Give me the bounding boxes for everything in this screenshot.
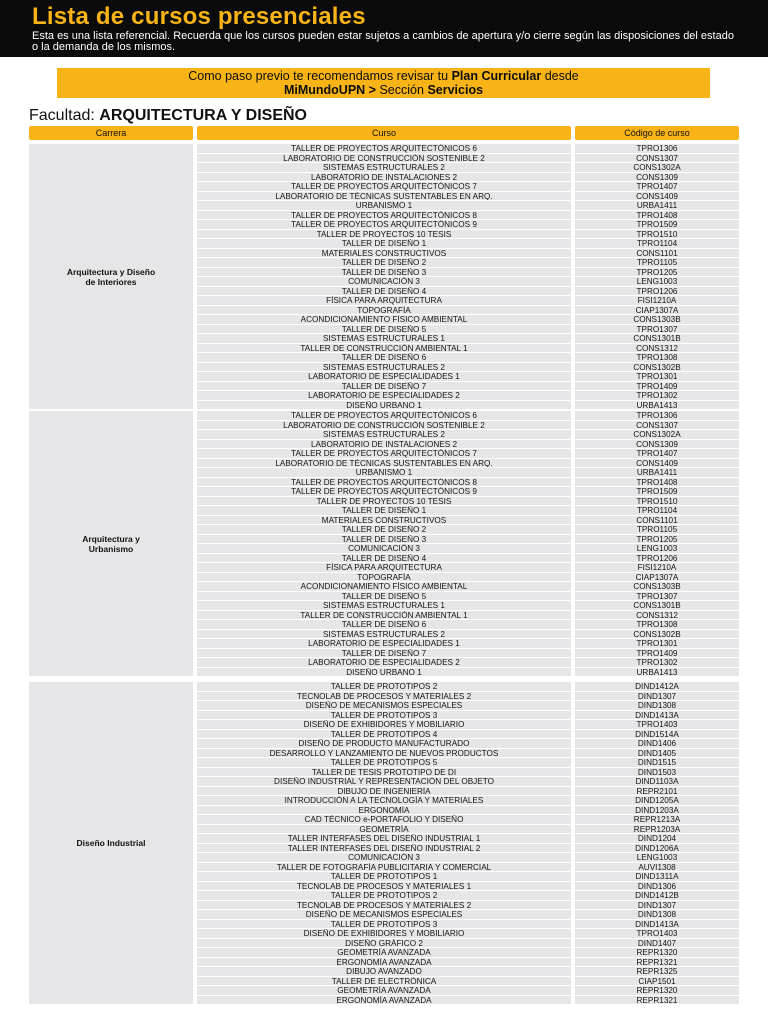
carrera-name: Arquitectura y Urbanismo <box>82 533 140 554</box>
table-row <box>0 535 768 544</box>
faculty-name: ARQUITECTURA Y DISEÑO <box>99 107 307 124</box>
table-row <box>0 382 768 391</box>
course-code-cell: DIND1203A <box>575 806 739 815</box>
course-code-cell: CONS1101 <box>575 249 739 258</box>
table-row <box>0 882 768 891</box>
course-code-cell: TPRO1306 <box>575 144 739 153</box>
course-name-cell: TALLER DE DISEÑO 1 <box>197 239 571 248</box>
table-row <box>0 967 768 976</box>
course-code-cell: CONS1302B <box>575 630 739 639</box>
course-name-cell: TECNOLAB DE PROCESOS Y MATERIALES 2 <box>197 901 571 910</box>
banner-desde: desde <box>544 69 579 83</box>
course-code-cell: CONS1101 <box>575 516 739 525</box>
course-name-cell: DISEÑO DE PRODUCTO MANUFACTURADO <box>197 739 571 748</box>
course-name-cell: TALLER DE DISEÑO 4 <box>197 287 571 296</box>
mimundoupn-link[interactable]: MiMundoUPN <box>283 83 366 97</box>
course-name-cell: TALLER DE DISEÑO 3 <box>197 535 571 544</box>
course-name-cell: TALLER DE DISEÑO 2 <box>197 258 571 267</box>
course-code-cell: DIND1308 <box>575 701 739 710</box>
table-row <box>0 144 768 153</box>
course-name-cell: TALLER DE DISEÑO 4 <box>197 554 571 563</box>
course-code-cell: TPRO1301 <box>575 372 739 381</box>
course-name-cell: TALLER DE PROYECTOS 10 TESIS <box>197 497 571 506</box>
table-row <box>0 682 768 691</box>
course-name-cell: LABORATORIO DE TÉCNICAS SUSTENTABLES EN ARQ. <box>197 192 571 201</box>
course-name-cell: TALLER DE PROTOTIPOS 3 <box>197 711 571 720</box>
course-name-cell: SISTEMAS ESTRUCTURALES 1 <box>197 334 571 343</box>
table-row <box>0 173 768 182</box>
course-code-cell: TPRO1104 <box>575 506 739 515</box>
course-code-cell: TPRO1307 <box>575 592 739 601</box>
course-name-cell: FÍSICA PARA ARQUITECTURA <box>197 296 571 305</box>
course-name-cell: TOPOGRAFÍA <box>197 573 571 582</box>
banner-line-1 <box>57 69 710 83</box>
course-name-cell: TALLER DE PROTOTIPOS 4 <box>197 730 571 739</box>
course-code-cell: DIND1412A <box>575 682 739 691</box>
table-row <box>0 211 768 220</box>
table-row <box>0 268 768 277</box>
course-code-cell: REPR1213A <box>575 815 739 824</box>
course-name-cell: LABORATORIO DE CONSTRUCCIÓN SOSTENIBLE 2 <box>197 154 571 163</box>
table-row <box>0 758 768 767</box>
table-row <box>0 649 768 658</box>
course-code-cell: TPRO1408 <box>575 478 739 487</box>
course-code-cell: DIND1306 <box>575 882 739 891</box>
course-name-cell: TALLER DE DISEÑO 1 <box>197 506 571 515</box>
course-code-cell: DIND1515 <box>575 758 739 767</box>
table-row <box>0 554 768 563</box>
table-row <box>0 563 768 572</box>
course-name-cell: TOPOGRAFÍA <box>197 306 571 315</box>
table-row <box>0 668 768 677</box>
course-name-cell: TALLER DE PROYECTOS 10 TESIS <box>197 230 571 239</box>
course-code-cell: FISI1210A <box>575 296 739 305</box>
course-name-cell: TALLER DE CONSTRUCCIÓN AMBIENTAL 1 <box>197 611 571 620</box>
course-code-cell: TPRO1509 <box>575 220 739 229</box>
course-name-cell: DIBUJO AVANZADO <box>197 967 571 976</box>
table-row <box>0 796 768 805</box>
course-name-cell: TALLER DE PROYECTOS ARQUITECTÓNICOS 8 <box>197 211 571 220</box>
course-code-cell: CONS1309 <box>575 440 739 449</box>
table-row <box>0 334 768 343</box>
course-code-cell: DIND1206A <box>575 844 739 853</box>
table-row <box>0 853 768 862</box>
course-code-cell: CIAP1307A <box>575 573 739 582</box>
table-row <box>0 344 768 353</box>
course-name-cell: SISTEMAS ESTRUCTURALES 1 <box>197 601 571 610</box>
course-name-cell: TALLER DE DISEÑO 6 <box>197 353 571 362</box>
course-code-cell: DIND1204 <box>575 834 739 843</box>
course-code-cell: DIND1503 <box>575 768 739 777</box>
course-code-cell: CIAP1307A <box>575 306 739 315</box>
table-row <box>0 325 768 334</box>
course-name-cell: TALLER INTERFASES DEL DISEÑO INDUSTRIAL 2 <box>197 844 571 853</box>
table-row <box>0 658 768 667</box>
course-code-cell: TPRO1407 <box>575 182 739 191</box>
course-code-cell: CONS1301B <box>575 601 739 610</box>
course-code-cell: TPRO1206 <box>575 287 739 296</box>
table-row <box>0 296 768 305</box>
course-name-cell: TECNOLAB DE PROCESOS Y MATERIALES 1 <box>197 882 571 891</box>
table-row <box>0 929 768 938</box>
table-row <box>0 872 768 881</box>
table-row <box>0 363 768 372</box>
course-code-cell: TPRO1205 <box>575 535 739 544</box>
banner-arrow: > <box>368 83 376 97</box>
table-row <box>0 506 768 515</box>
table-row <box>0 421 768 430</box>
course-code-cell: FISI1210A <box>575 563 739 572</box>
course-code-cell: DIND1103A <box>575 777 739 786</box>
table-row <box>0 411 768 420</box>
course-code-cell: TPRO1302 <box>575 658 739 667</box>
table-row <box>0 525 768 534</box>
table-row <box>0 901 768 910</box>
course-code-cell: CONS1303B <box>575 315 739 324</box>
course-code-cell: LENG1003 <box>575 544 739 553</box>
course-code-cell: URBA1413 <box>575 668 739 677</box>
faculty-heading <box>29 107 307 125</box>
course-name-cell: CAD TÉCNICO e-PORTAFOLIO Y DISEÑO <box>197 815 571 824</box>
course-name-cell: DISEÑO URBANO 1 <box>197 668 571 677</box>
course-code-cell: TPRO1105 <box>575 258 739 267</box>
course-code-cell: DIND1413A <box>575 711 739 720</box>
course-name-cell: GEOMETRÍA AVANZADA <box>197 986 571 995</box>
course-code-cell: CONS1307 <box>575 421 739 430</box>
table-row <box>0 449 768 458</box>
course-name-cell: DISEÑO DE EXHIBIDORES Y MOBILIARIO <box>197 929 571 938</box>
table-row <box>0 749 768 758</box>
course-code-cell: TPRO1403 <box>575 929 739 938</box>
course-name-cell: TALLER DE DISEÑO 2 <box>197 525 571 534</box>
table-row <box>0 573 768 582</box>
disclaimer-note: Esta es una lista referencial. Recuerda que los cursos pueden estar sujetos a cambios de apertura y/o cierre según las disposiciones del estado o la demanda de los mismos. <box>32 30 734 53</box>
course-name-cell: MATERIALES CONSTRUCTIVOS <box>197 516 571 525</box>
course-name-cell: SISTEMAS ESTRUCTURALES 2 <box>197 630 571 639</box>
course-code-cell: CIAP1501 <box>575 977 739 986</box>
table-row <box>0 287 768 296</box>
table-row <box>0 806 768 815</box>
course-name-cell: MATERIALES CONSTRUCTIVOS <box>197 249 571 258</box>
course-name-cell: TALLER DE DISEÑO 5 <box>197 325 571 334</box>
course-code-cell: TPRO1205 <box>575 268 739 277</box>
course-name-cell: ACONDICIONAMIENTO FÍSICO AMBIENTAL <box>197 582 571 591</box>
course-code-cell: TPRO1308 <box>575 620 739 629</box>
course-name-cell: DIBUJO DE INGENIERÍA <box>197 787 571 796</box>
table-row <box>0 996 768 1005</box>
course-code-cell: REPR1321 <box>575 996 739 1005</box>
table-row <box>0 478 768 487</box>
table-row <box>0 844 768 853</box>
column-header-carrera: Carrera <box>29 126 193 140</box>
table-row <box>0 230 768 239</box>
course-code-cell: LENG1003 <box>575 277 739 286</box>
course-code-cell: CONS1312 <box>575 344 739 353</box>
course-code-cell: REPR1321 <box>575 958 739 967</box>
plan-curricular-link[interactable]: Plan Curricular <box>451 69 542 83</box>
course-code-cell: TPRO1509 <box>575 487 739 496</box>
banner-prefix: Como paso previo te recomendamos revisar tu <box>188 69 449 83</box>
course-code-cell: DIND1307 <box>575 901 739 910</box>
course-code-cell: AUVI1308 <box>575 863 739 872</box>
course-name-cell: GEOMETRÍA <box>197 825 571 834</box>
course-name-cell: LABORATORIO DE INSTALACIONES 2 <box>197 440 571 449</box>
course-code-cell: DIND1413A <box>575 920 739 929</box>
table-row <box>0 692 768 701</box>
table-row <box>0 977 768 986</box>
course-code-cell: TPRO1409 <box>575 649 739 658</box>
course-code-cell: TPRO1206 <box>575 554 739 563</box>
course-code-cell: LENG1003 <box>575 853 739 862</box>
course-code-cell: REPR1320 <box>575 948 739 957</box>
course-code-cell: CONS1409 <box>575 192 739 201</box>
course-name-cell: SISTEMAS ESTRUCTURALES 2 <box>197 163 571 172</box>
table-row <box>0 730 768 739</box>
course-code-cell: REPR1320 <box>575 986 739 995</box>
course-name-cell: TALLER DE PROYECTOS ARQUITECTÓNICOS 7 <box>197 449 571 458</box>
course-code-cell: TPRO1105 <box>575 525 739 534</box>
course-code-cell: TPRO1308 <box>575 353 739 362</box>
banner-line-2 <box>57 83 710 97</box>
course-name-cell: LABORATORIO DE ESPECIALIDADES 2 <box>197 391 571 400</box>
course-name-cell: ERGONOMÍA AVANZADA <box>197 996 571 1005</box>
course-name-cell: TALLER DE PROYECTOS ARQUITECTÓNICOS 7 <box>197 182 571 191</box>
carrera-name: Arquitectura y Diseño de Interiores <box>66 266 156 287</box>
course-code-cell: CONS1312 <box>575 611 739 620</box>
course-code-cell: DIND1308 <box>575 910 739 919</box>
course-name-cell: SISTEMAS ESTRUCTURALES 2 <box>197 430 571 439</box>
banner-seccion: Sección <box>379 83 424 97</box>
course-name-cell: DISEÑO DE MECANISMOS ESPECIALES <box>197 701 571 710</box>
course-code-cell: TPRO1307 <box>575 325 739 334</box>
course-name-cell: LABORATORIO DE ESPECIALIDADES 1 <box>197 639 571 648</box>
table-row <box>0 768 768 777</box>
course-name-cell: TECNOLAB DE PROCESOS Y MATERIALES 2 <box>197 692 571 701</box>
table-row <box>0 834 768 843</box>
course-code-cell: CONS1409 <box>575 459 739 468</box>
course-name-cell: DISEÑO GRÁFICO 2 <box>197 939 571 948</box>
course-code-cell: DIND1406 <box>575 739 739 748</box>
table-row <box>0 544 768 553</box>
course-code-cell: TPRO1409 <box>575 382 739 391</box>
table-row <box>0 220 768 229</box>
course-name-cell: URBANISMO 1 <box>197 468 571 477</box>
servicios-link[interactable]: Servicios <box>427 83 484 97</box>
course-name-cell: FÍSICA PARA ARQUITECTURA <box>197 563 571 572</box>
course-code-cell: CONS1302A <box>575 430 739 439</box>
course-name-cell: TALLER DE PROTOTIPOS 3 <box>197 920 571 929</box>
table-row <box>0 815 768 824</box>
table-row <box>0 910 768 919</box>
table-row <box>0 430 768 439</box>
table-row <box>0 720 768 729</box>
table-row <box>0 611 768 620</box>
course-name-cell: TALLER DE DISEÑO 3 <box>197 268 571 277</box>
course-name-cell: DISEÑO DE EXHIBIDORES Y MOBILIARIO <box>197 720 571 729</box>
page-header <box>0 0 768 57</box>
table-row <box>0 315 768 324</box>
table-row <box>0 891 768 900</box>
course-name-cell: ERGONOMÍA AVANZADA <box>197 958 571 967</box>
table-row <box>0 711 768 720</box>
course-code-cell: TPRO1408 <box>575 211 739 220</box>
course-name-cell: TALLER DE PROYECTOS ARQUITECTÓNICOS 9 <box>197 487 571 496</box>
course-name-cell: LABORATORIO DE ESPECIALIDADES 2 <box>197 658 571 667</box>
course-code-cell: DIND1514A <box>575 730 739 739</box>
course-name-cell: TALLER DE FOTOGRAFÍA PUBLICITARIA Y COMERCIAL <box>197 863 571 872</box>
course-name-cell: TALLER DE PROYECTOS ARQUITECTÓNICOS 9 <box>197 220 571 229</box>
course-name-cell: LABORATORIO DE ESPECIALIDADES 1 <box>197 372 571 381</box>
table-row <box>0 582 768 591</box>
column-header-codigo: Código de curso <box>575 126 739 140</box>
table-row <box>0 192 768 201</box>
course-code-cell: DIND1307 <box>575 692 739 701</box>
course-name-cell: TALLER DE ELECTRÓNICA <box>197 977 571 986</box>
course-code-cell: REPR1203A <box>575 825 739 834</box>
table-row <box>0 306 768 315</box>
course-code-cell: CONS1303B <box>575 582 739 591</box>
page-title: Lista de cursos presenciales <box>32 3 366 30</box>
course-name-cell: TALLER DE PROYECTOS ARQUITECTÓNICOS 6 <box>197 411 571 420</box>
course-code-cell: TPRO1510 <box>575 230 739 239</box>
table-row <box>0 440 768 449</box>
course-name-cell: GEOMETRÍA AVANZADA <box>197 948 571 957</box>
course-name-cell: TALLER DE DISEÑO 6 <box>197 620 571 629</box>
table-row <box>0 630 768 639</box>
table-row <box>0 620 768 629</box>
table-row <box>0 249 768 258</box>
course-code-cell: DIND1412B <box>575 891 739 900</box>
course-name-cell: TALLER DE DISEÑO 7 <box>197 649 571 658</box>
course-code-cell: DIND1205A <box>575 796 739 805</box>
course-code-cell: TPRO1403 <box>575 720 739 729</box>
table-row <box>0 601 768 610</box>
course-code-cell: REPR1325 <box>575 967 739 976</box>
table-row <box>0 401 768 410</box>
table-row <box>0 353 768 362</box>
table-row <box>0 239 768 248</box>
course-name-cell: TALLER INTERFASES DEL DISEÑO INDUSTRIAL 1 <box>197 834 571 843</box>
course-name-cell: TALLER DE PROTOTIPOS 2 <box>197 682 571 691</box>
table-row <box>0 986 768 995</box>
table-row <box>0 391 768 400</box>
table-row <box>0 468 768 477</box>
course-code-cell: REPR2101 <box>575 787 739 796</box>
table-row <box>0 258 768 267</box>
course-code-cell: TPRO1302 <box>575 391 739 400</box>
course-name-cell: DISEÑO DE MECANISMOS ESPECIALES <box>197 910 571 919</box>
table-row <box>0 516 768 525</box>
table-row <box>0 487 768 496</box>
column-header-curso: Curso <box>197 126 571 140</box>
table-row <box>0 459 768 468</box>
course-name-cell: ERGONOMÍA <box>197 806 571 815</box>
course-name-cell: TALLER DE TESIS PROTOTIPO DE DI <box>197 768 571 777</box>
course-name-cell: DESARROLLO Y LANZAMIENTO DE NUEVOS PRODUCTOS <box>197 749 571 758</box>
table-row <box>0 163 768 172</box>
table-row <box>0 739 768 748</box>
course-name-cell: ACONDICIONAMIENTO FÍSICO AMBIENTAL <box>197 315 571 324</box>
table-row <box>0 777 768 786</box>
table-row <box>0 825 768 834</box>
course-code-cell: URBA1411 <box>575 468 739 477</box>
table-row <box>0 277 768 286</box>
course-code-cell: TPRO1510 <box>575 497 739 506</box>
course-name-cell: LABORATORIO DE CONSTRUCCIÓN SOSTENIBLE 2 <box>197 421 571 430</box>
course-code-cell: TPRO1104 <box>575 239 739 248</box>
course-name-cell: LABORATORIO DE INSTALACIONES 2 <box>197 173 571 182</box>
table-row <box>0 201 768 210</box>
table-row <box>0 948 768 957</box>
course-name-cell: COMUNICACIÓN 3 <box>197 277 571 286</box>
course-name-cell: SISTEMAS ESTRUCTURALES 2 <box>197 363 571 372</box>
table-row <box>0 497 768 506</box>
course-name-cell: TALLER DE PROYECTOS ARQUITECTÓNICOS 8 <box>197 478 571 487</box>
course-code-cell: TPRO1306 <box>575 411 739 420</box>
course-code-cell: TPRO1301 <box>575 639 739 648</box>
table-row <box>0 920 768 929</box>
table-row <box>0 154 768 163</box>
course-name-cell: URBANISMO 1 <box>197 201 571 210</box>
course-name-cell: TALLER DE PROTOTIPOS 1 <box>197 872 571 881</box>
table-row <box>0 958 768 967</box>
course-code-cell: CONS1302B <box>575 363 739 372</box>
course-name-cell: COMUNICACIÓN 3 <box>197 544 571 553</box>
table-row <box>0 592 768 601</box>
table-row <box>0 939 768 948</box>
course-code-cell: DIND1405 <box>575 749 739 758</box>
course-name-cell: COMUNICACIÓN 3 <box>197 853 571 862</box>
table-row <box>0 701 768 710</box>
course-name-cell: TALLER DE CONSTRUCCIÓN AMBIENTAL 1 <box>197 344 571 353</box>
course-code-cell: URBA1413 <box>575 401 739 410</box>
course-name-cell: DISEÑO URBANO 1 <box>197 401 571 410</box>
course-name-cell: INTRODUCCIÓN A LA TECNOLOGÍA Y MATERIALES <box>197 796 571 805</box>
course-code-cell: CONS1307 <box>575 154 739 163</box>
course-code-cell: CONS1302A <box>575 163 739 172</box>
course-code-cell: TPRO1407 <box>575 449 739 458</box>
table-row <box>0 787 768 796</box>
course-name-cell: TALLER DE PROTOTIPOS 5 <box>197 758 571 767</box>
course-code-cell: URBA1411 <box>575 201 739 210</box>
table-row <box>0 863 768 872</box>
course-code-cell: DIND1311A <box>575 872 739 881</box>
carrera-name: Diseño Industrial <box>76 838 146 849</box>
course-code-cell: CONS1301B <box>575 334 739 343</box>
course-name-cell: TALLER DE DISEÑO 5 <box>197 592 571 601</box>
table-row <box>0 372 768 381</box>
course-name-cell: LABORATORIO DE TÉCNICAS SUSTENTABLES EN ARQ. <box>197 459 571 468</box>
course-name-cell: DISEÑO INDUSTRIAL Y REPRESENTACIÓN DEL OBJETO <box>197 777 571 786</box>
course-name-cell: TALLER DE DISEÑO 7 <box>197 382 571 391</box>
course-name-cell: TALLER DE PROTOTIPOS 2 <box>197 891 571 900</box>
table-row <box>0 182 768 191</box>
recommendation-banner <box>57 68 710 98</box>
faculty-label: Facultad: <box>29 107 95 124</box>
table-row <box>0 639 768 648</box>
course-name-cell: TALLER DE PROYECTOS ARQUITECTÓNICOS 6 <box>197 144 571 153</box>
course-code-cell: CONS1309 <box>575 173 739 182</box>
course-code-cell: DIND1407 <box>575 939 739 948</box>
